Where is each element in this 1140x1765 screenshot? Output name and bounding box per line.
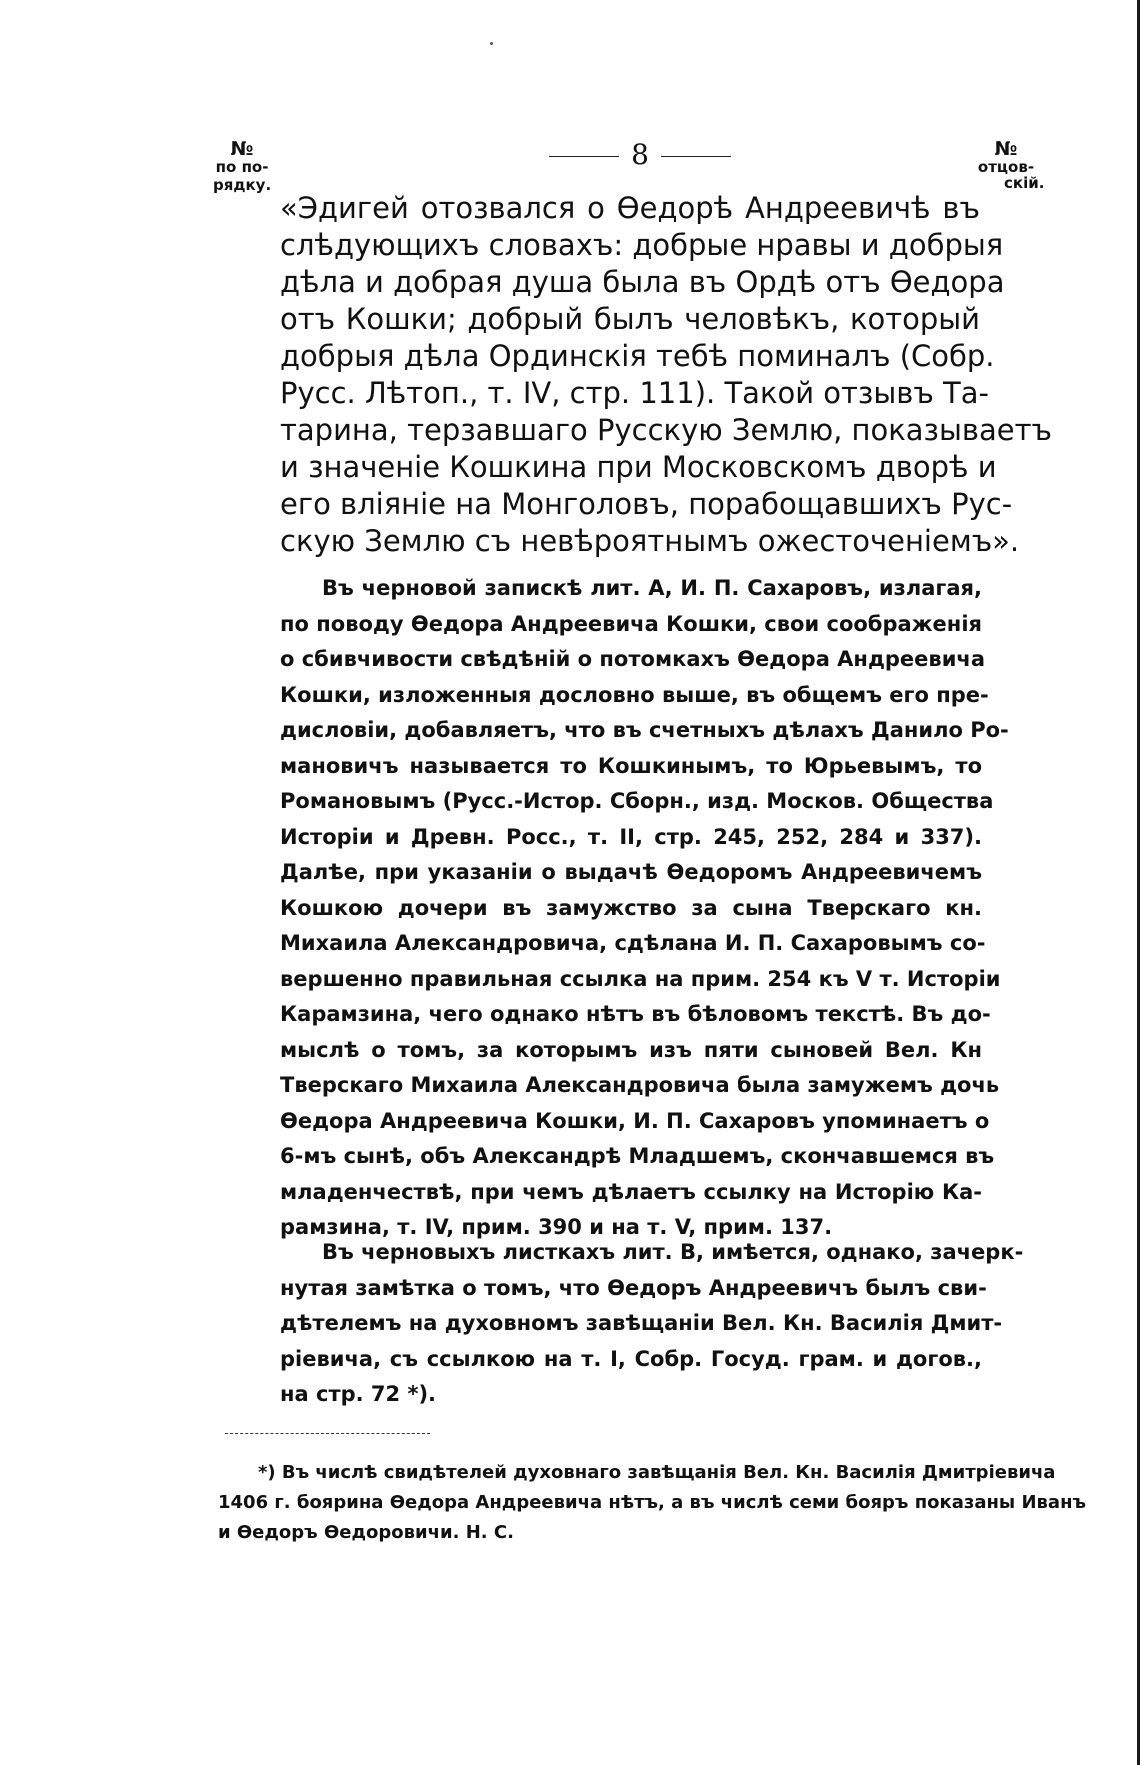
paragraph-1	[280, 571, 1009, 1246]
paragraph-line: Тверскаго Михаила Александровича была замужемъ дочь	[280, 1073, 1000, 1097]
paragraph-line: о сбивчивости свѣдѣній о потомкахъ Өедора Андреевича	[280, 647, 986, 671]
margin-right-line-2: скій.	[1004, 174, 1045, 192]
paragraph-line: на стр. 72 *).	[280, 1382, 437, 1406]
footnote	[218, 1458, 1087, 1548]
paragraph-line: младенчествѣ, при чемъ дѣлаетъ ссылку на Исторію Ка-	[280, 1179, 982, 1204]
paragraph-line: нутая замѣтка о томъ, что Өедоръ Андреевичъ былъ сви-	[280, 1275, 987, 1300]
margin-label-right	[976, 138, 1045, 192]
paragraph-2	[280, 1235, 1024, 1413]
quote-line: дѣла и добрая душа была въ Ордѣ отъ Өедора	[280, 265, 1005, 299]
margin-left-line-1: по по-	[215, 158, 269, 176]
quote-line: его вліяніе на Монголовъ, порабощавшихъ Рус-	[280, 487, 1013, 521]
quote-line: и значеніе Кошкина при Московскомъ дворѣ и	[280, 450, 997, 484]
number-sign-left: №	[230, 138, 254, 160]
header-dash-left	[549, 156, 619, 157]
paragraph-line: Карамзина, чего однако нѣтъ въ бѣловомъ текстѣ. Въ до-	[280, 1002, 991, 1026]
page-number-header	[530, 138, 750, 171]
paragraph-line: Кошкою дочери въ замужство за сына Тверскаго кн.	[280, 895, 982, 920]
paragraph-line: мыслѣ о томъ, за которымъ изъ пяти сыновей Вел. Кн	[280, 1037, 982, 1062]
number-sign-right: №	[994, 138, 1018, 160]
quote-line: отъ Кошки; добрый былъ человѣкъ, который	[280, 302, 980, 336]
paragraph-line: Въ черновыхъ листкахъ лит. В, имѣется, однако, зачерк-	[322, 1240, 1024, 1264]
page-number: 8	[631, 138, 649, 171]
paragraph-line: дисловіи, добавляетъ, что въ счетныхъ дѣлахъ Данило Ро-	[280, 718, 1009, 742]
margin-right-line-1: отцов-	[977, 158, 1035, 176]
paragraph-line: Далѣе, при указаніи о выдачѣ Өедоромъ Андреевичемъ	[280, 860, 982, 884]
margin-label-left	[213, 140, 271, 194]
paragraph-line: Кошки, изложенныя дословно выше, въ общемъ его пре-	[280, 682, 989, 707]
footnote-line: *) Въ числѣ свидѣтелей духовнаго завѣщанія Вел. Кн. Василія Дмитріевича	[258, 1462, 1056, 1483]
paragraph-line: Михаила Александровича, сдѣлана И. П. Сахаровымъ со-	[280, 931, 986, 955]
quote-block	[280, 190, 1052, 560]
footnote-divider	[225, 1433, 430, 1434]
paragraph-line: мановичъ называется то Кошкинымъ, то Юрьевымъ, то	[280, 753, 982, 778]
paragraph-line: ріевича, съ ссылкою на т. I, Собр. Госуд. грам. и догов.,	[280, 1346, 982, 1371]
paragraph-line: вершенно правильная ссылка на прим. 254 къ V т. Исторіи	[280, 966, 1001, 991]
footnote-line: и Өедоръ Өедоровичи. Н. С.	[218, 1522, 514, 1543]
quote-line: «Эдигей отозвался о Өедорѣ Андреевичѣ въ	[280, 191, 980, 225]
paragraph-line: Өедора Андреевича Кошки, И. П. Сахаровъ упоминаетъ о	[280, 1108, 990, 1133]
paragraph-line: 6-мъ сынѣ, объ Александрѣ Младшемъ, скончавшемся въ	[280, 1144, 995, 1168]
quote-line: Русс. Лѣтоп., т. IV, стр. 111). Такой отзывъ Та-	[280, 376, 989, 410]
footnote-line: 1406 г. боярина Өедора Андреевича нѣтъ, а въ числѣ семи бояръ показаны Иванъ	[218, 1492, 1087, 1513]
quote-line: скую Землю съ невѣроятнымъ ожесточеніемъ».	[280, 524, 1020, 558]
quote-line: тарина, терзавшаго Русскую Землю, показываетъ	[280, 413, 1052, 447]
margin-left-line-2: рядку.	[213, 176, 272, 194]
quote-line: слѣдующихъ словахъ: добрые нравы и добрыя	[280, 228, 1004, 262]
paragraph-line: дѣтелемъ на духовномъ завѣщаніи Вел. Кн. Василія Дмит-	[280, 1311, 1003, 1335]
paragraph-line: Исторіи и Древн. Росс., т. II, стр. 245, 252, 284 и 337).	[280, 824, 982, 849]
quote-line: добрыя дѣла Ординскія тебѣ поминалъ (Собр.	[280, 339, 995, 373]
paragraph-line: Романовымъ (Русс.-Истор. Сборн., изд. Москов. Общества	[280, 789, 994, 813]
paragraph-line: рамзина, т. IV, прим. 390 и на т. V, прим. 137.	[280, 1215, 833, 1239]
scan-speck	[490, 42, 493, 45]
paragraph-line: Въ черновой запискѣ лит. А, И. П. Сахаровъ, излагая,	[322, 576, 982, 600]
paragraph-line: по поводу Өедора Андреевича Кошки, свои соображенія	[280, 611, 982, 636]
header-dash-right	[661, 156, 731, 157]
